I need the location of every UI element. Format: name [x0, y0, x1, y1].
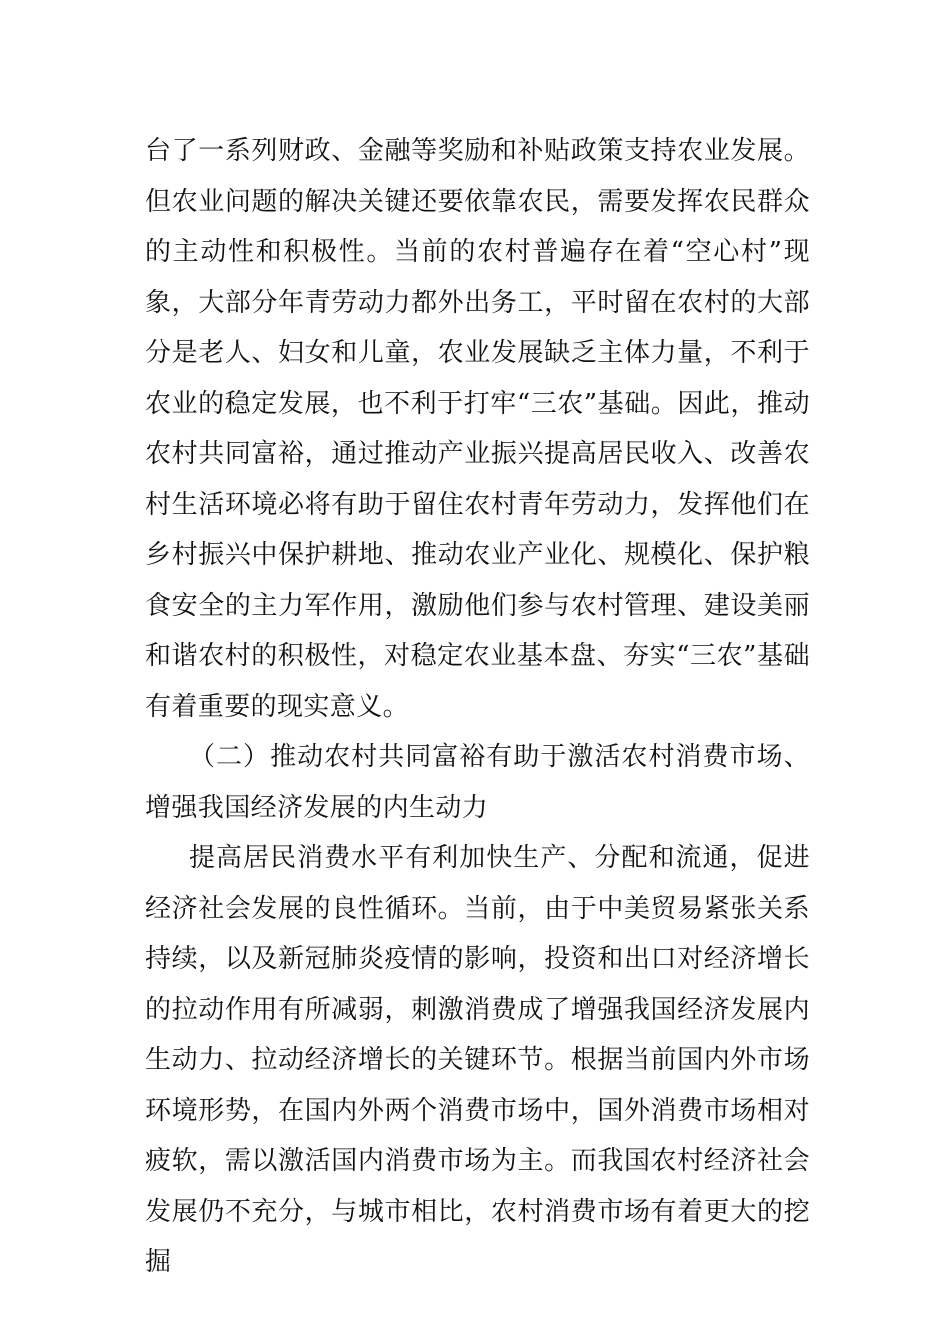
section-heading: （二）推动农村共同富裕有助于激活农村消费市场、增强我国经济发展的内生动力: [145, 742, 810, 823]
body-paragraph: 台了一系列财政、金融等奖励和补贴政策支持农业发展。但农业问题的解决关键还要依靠农民，需要发挥农民群众的主动性和积极性。当前的农村普遍存在着“空心村”现象，大部分年青劳动力都外出务工，平时留在农村的大部分是老人、妇女和儿童，农业发展缺乏主体力量，不利于农业的稳定发展，也不利于打牢“三农”基础。因此，推动农村共同富裕，通过推动产业振兴提高居民收入、改善农村生活环境必将有助于留住农村青年劳动力，发挥他们在乡村振兴中保护耕地、推动农业产业化、规模化、保护粮食安全的主力军作用，激励他们参与农村管理、建设美丽和谐农村的积极性，对稳定农业基本盘、夯实“三农”基础有着重要的现实意义。: [145, 136, 810, 722]
body-paragraph: 提高居民消费水平有利加快生产、分配和流通，促进经济社会发展的良性循环。当前，由于中美贸易紧张关系持续，以及新冠肺炎疫情的影响，投资和出口对经济增长的拉动作用有所减弱，刺激消费成了增强我国经济发展内生动力、拉动经济增长的关键环节。根据当前国内外市场环境形势，在国内外两个消费市场中，国外消费市场相对疲软，需以激活国内消费市场为主。而我国农村经济社会发展仍不充分，与城市相比，农村消费市场有着更大的挖掘: [145, 843, 810, 1277]
